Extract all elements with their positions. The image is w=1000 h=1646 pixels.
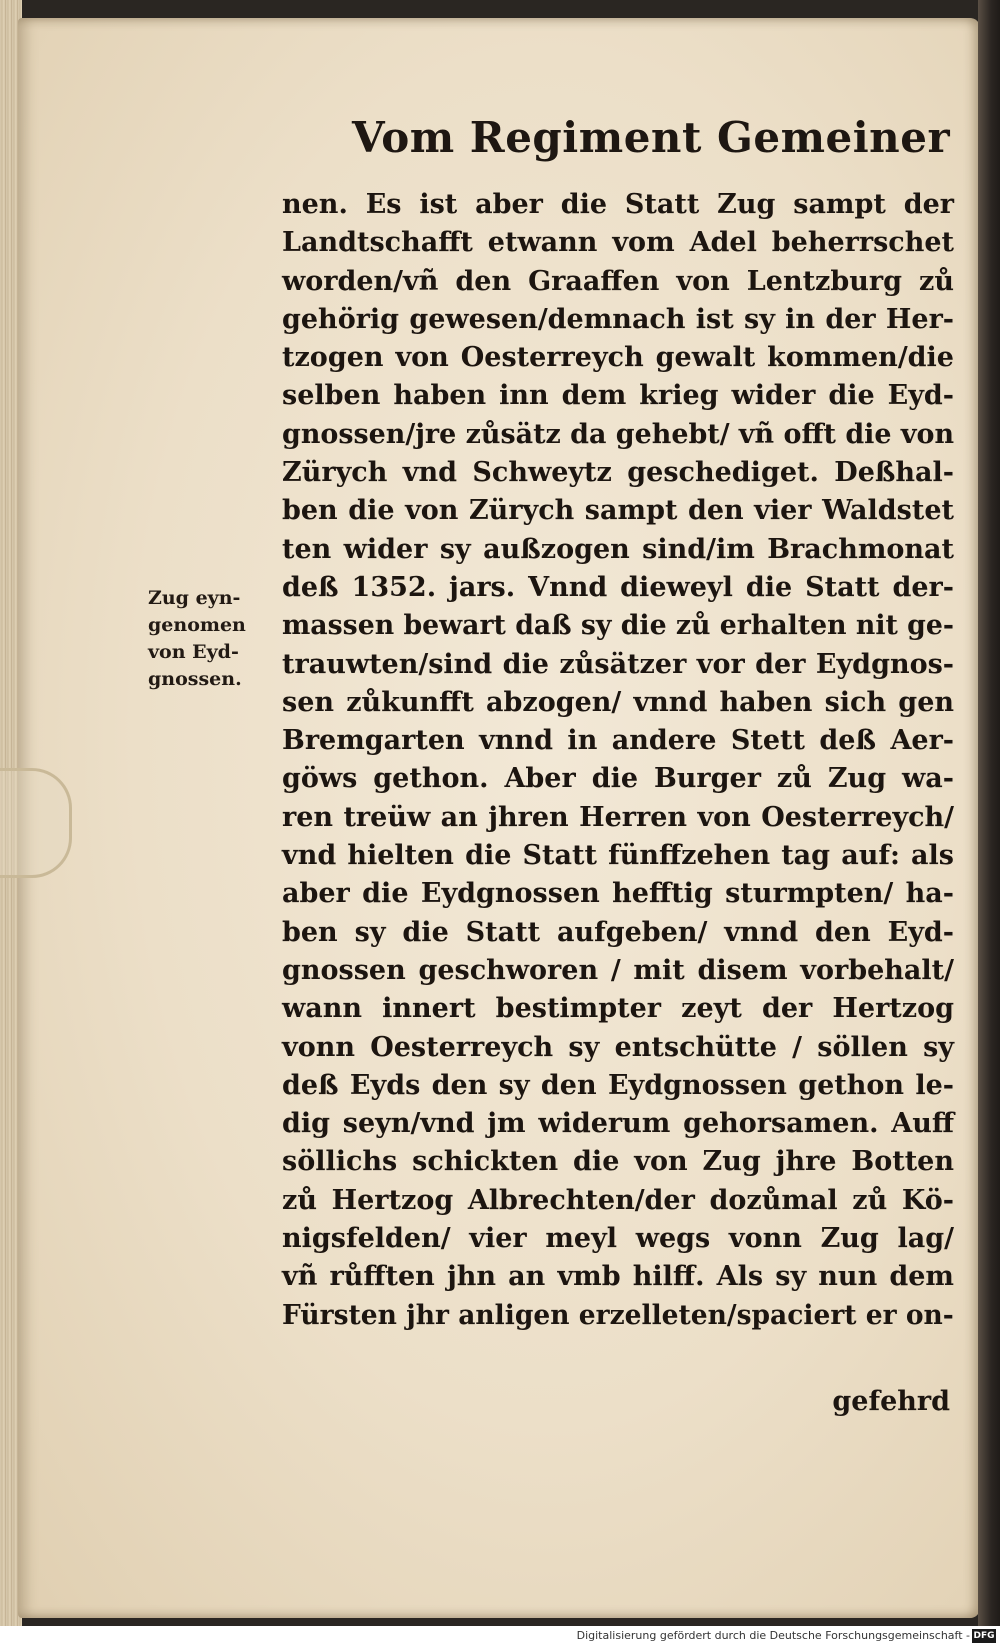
margin-note-line: genomen <box>148 614 246 636</box>
text-line: dig seyn/vnd jm widerum gehorsamen. Auff <box>282 1108 954 1140</box>
text-line: gnossen geschworen / mit disem vorbehalt/ <box>282 954 954 986</box>
text-line: zů Hertzog Albrechten/der dozůmal zů Kö- <box>282 1184 954 1216</box>
text-line: aber die Eydgnossen hefftig sturmpten/ ha- <box>282 878 954 910</box>
text-line: nigsfelden/ vier meyl wegs vonn Zug lag/ <box>282 1223 954 1255</box>
text-line: söllichs schickten die von Zug jhre Botten <box>282 1146 954 1178</box>
text-line: selben haben inn dem krieg wider die Eyd- <box>282 380 954 412</box>
margin-note-line: Zug eyn- <box>148 587 241 609</box>
text-line: gehörig gewesen/demnach ist sy in der Her- <box>282 303 954 335</box>
text-line: gnossen/jre zůsätz da gehebt/ vñ offt die von <box>282 418 955 450</box>
text-line: ben die von Zürych sampt den vier Waldstet <box>282 495 954 527</box>
text-line: deß Eyds den sy den Eydgnossen gethon le- <box>282 1069 954 1101</box>
margin-note-line: von Eyd- <box>148 641 239 663</box>
dfg-logo: DFG <box>973 1631 995 1641</box>
margin-note <box>148 585 266 693</box>
book-cover-edge <box>978 0 1000 1646</box>
text-line: worden/vñ den Graaffen von Lentzburg zů <box>282 265 954 297</box>
body-text <box>282 186 954 1335</box>
footer-credit: Digitalisierung gefördert durch die Deutsche Forschungsgemeinschaft - <box>576 1629 970 1642</box>
running-title: Vom Regiment Gemeiner <box>352 113 951 162</box>
text-line: vnd hielten die Statt fünffzehen tag auf: als <box>282 840 954 872</box>
margin-note-line: gnossen. <box>148 668 242 690</box>
text-line: vonn Oesterreych sy entschütte / söllen sy <box>282 1031 954 1063</box>
text-line: Zürych vnd Schweytz geschediget. Deßhal- <box>282 457 954 489</box>
catchword: gefehrd <box>832 1386 950 1417</box>
text-line: deß 1352. jars. Vnnd dieweyl die Statt der- <box>282 571 954 603</box>
page-clasp-mark <box>0 768 72 878</box>
text-line: wann innert bestimpter zeyt der Hertzog <box>282 993 954 1025</box>
text-line: nen. Es ist aber die Statt Zug sampt der <box>282 189 954 220</box>
text-line: vñ růfften jhn an vmb hilff. Als sy nun dem <box>282 1261 954 1293</box>
footer-bar <box>0 1626 1000 1646</box>
text-line: Bremgarten vnnd in andere Stett deß Aer- <box>282 725 954 757</box>
text-line: Landtschafft etwann vom Adel beherrschet <box>282 227 954 259</box>
text-line: göws gethon. Aber die Burger zů Zug wa- <box>282 763 954 795</box>
text-line: ten wider sy außzogen sind/im Brachmonat <box>282 533 954 565</box>
text-line: trauwten/sind die zůsätzer vor der Eydgnos- <box>282 648 954 680</box>
text-line: tzogen von Oesterreych gewalt kommen/die <box>282 342 954 374</box>
text-line: sen zůkunfft abzogen/ vnnd haben sich gen <box>282 686 954 718</box>
text-line: Fürsten jhr anligen erzelleten/spaciert er on- <box>282 1299 954 1331</box>
text-line: ren treüw an jhren Herren von Oesterreych/ <box>282 801 954 833</box>
text-line: ben sy die Statt aufgeben/ vnnd den Eyd- <box>282 916 954 948</box>
text-line: massen bewart daß sy die zů erhalten nit ge- <box>282 610 954 642</box>
